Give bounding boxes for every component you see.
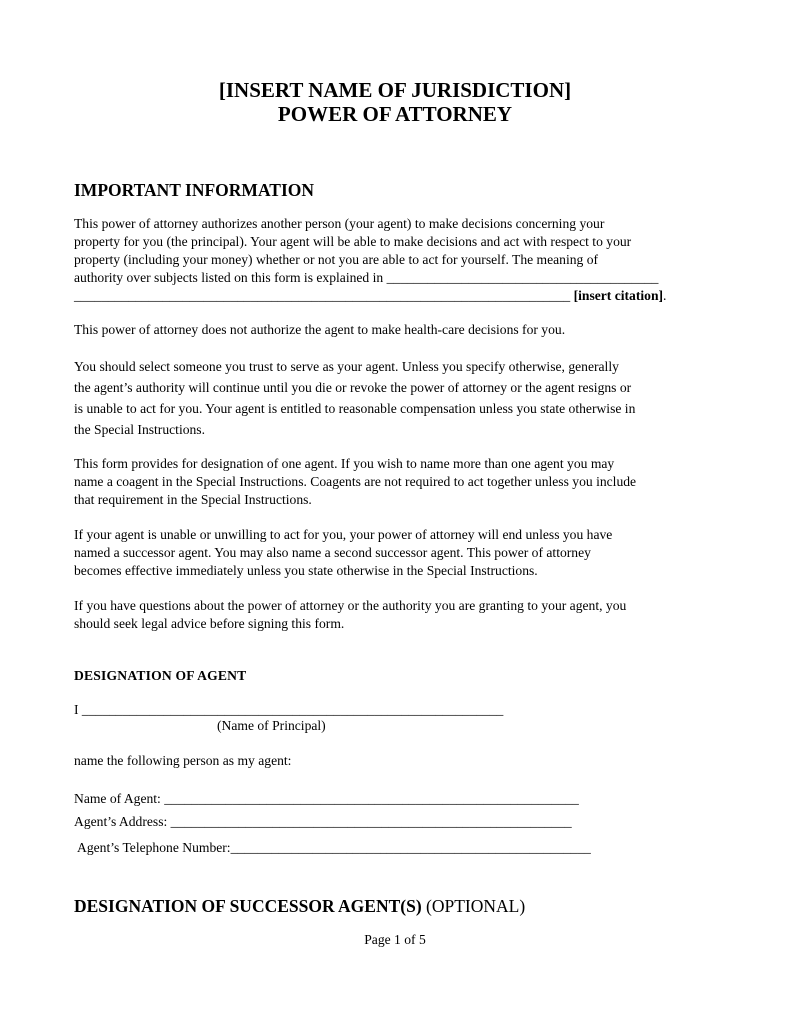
paragraph-line: should seek legal advice before signing this form. <box>74 616 345 631</box>
principal-name-caption: (Name of Principal) <box>217 718 326 733</box>
insert-citation-placeholder: [insert citation] <box>573 288 664 303</box>
agent-name-field[interactable]: Name of Agent: _____________________________________________________________ <box>74 791 579 806</box>
health-care-paragraph: This power of attorney does not authorize the agent to make health-care decisions for you. <box>74 322 566 337</box>
paragraph-line: property (including your money) whether or not you are able to act for yourself. The meaning of <box>74 252 599 267</box>
paragraph-line: is unable to act for you. Your agent is entitled to reasonable compensation unless you state otherwise in <box>74 401 636 416</box>
citation-line <box>74 287 724 305</box>
paragraph-line: This power of attorney authorizes another person (your agent) to make decisions concerning your <box>74 216 605 231</box>
paragraph-line: authority over subjects listed on this form is explained in ________________________________________ <box>74 270 659 285</box>
paragraph-line: If you have questions about the power of attorney or the authority you are granting to your agent, you <box>74 598 627 613</box>
optional-label: (OPTIONAL) <box>421 896 526 916</box>
successor-agent-paragraph <box>74 526 724 580</box>
agent-address-field[interactable]: Agent’s Address: ___________________________________________________________ <box>74 814 572 829</box>
citation-period: . <box>663 288 667 303</box>
authorization-paragraph <box>74 215 724 305</box>
paragraph-line: the agent’s authority will continue until you die or revoke the power of attorney or the agent resigns or <box>74 380 632 395</box>
agent-telephone-field[interactable]: Agent’s Telephone Number:_____________________________________________________ <box>77 840 591 855</box>
paragraph-line: name a coagent in the Special Instructions. Coagents are not required to act together unless you include <box>74 474 637 489</box>
paragraph-line: property for you (the principal). Your agent will be able to make decisions and act with respect to your <box>74 234 632 249</box>
paragraph-line: that requirement in the Special Instructions. <box>74 492 312 507</box>
successor-heading-bold: DESIGNATION OF SUCCESSOR AGENT(S) <box>74 896 422 916</box>
agent-intro-text: name the following person as my agent: <box>74 753 292 768</box>
paragraph-line: This form provides for designation of one agent. If you wish to name more than one agent you may <box>74 456 615 471</box>
citation-blank: _________________________________________________________________________ <box>74 288 571 303</box>
successor-agents-heading <box>74 896 525 917</box>
paragraph-line: You should select someone you trust to serve as your agent. Unless you specify otherwise, generally <box>74 359 619 374</box>
select-agent-paragraph <box>74 356 724 440</box>
coagent-paragraph <box>74 455 724 509</box>
document-title: POWER OF ATTORNEY <box>277 102 513 126</box>
principal-name-field[interactable]: I ______________________________________________________________ <box>74 702 504 717</box>
legal-advice-paragraph <box>74 597 724 633</box>
page-number: Page 1 of 5 <box>364 932 426 947</box>
paragraph-line: the Special Instructions. <box>74 422 205 437</box>
jurisdiction-title: [INSERT NAME OF JURISDICTION] <box>218 78 572 102</box>
paragraph-line: named a successor agent. You may also name a second successor agent. This power of attorney <box>74 545 591 560</box>
important-information-heading: IMPORTANT INFORMATION <box>74 180 315 200</box>
paragraph-line: If your agent is unable or unwilling to act for you, your power of attorney will end unless you have <box>74 527 613 542</box>
paragraph-line: becomes effective immediately unless you state otherwise in the Special Instructions. <box>74 563 538 578</box>
designation-of-agent-heading: DESIGNATION OF AGENT <box>74 668 247 683</box>
